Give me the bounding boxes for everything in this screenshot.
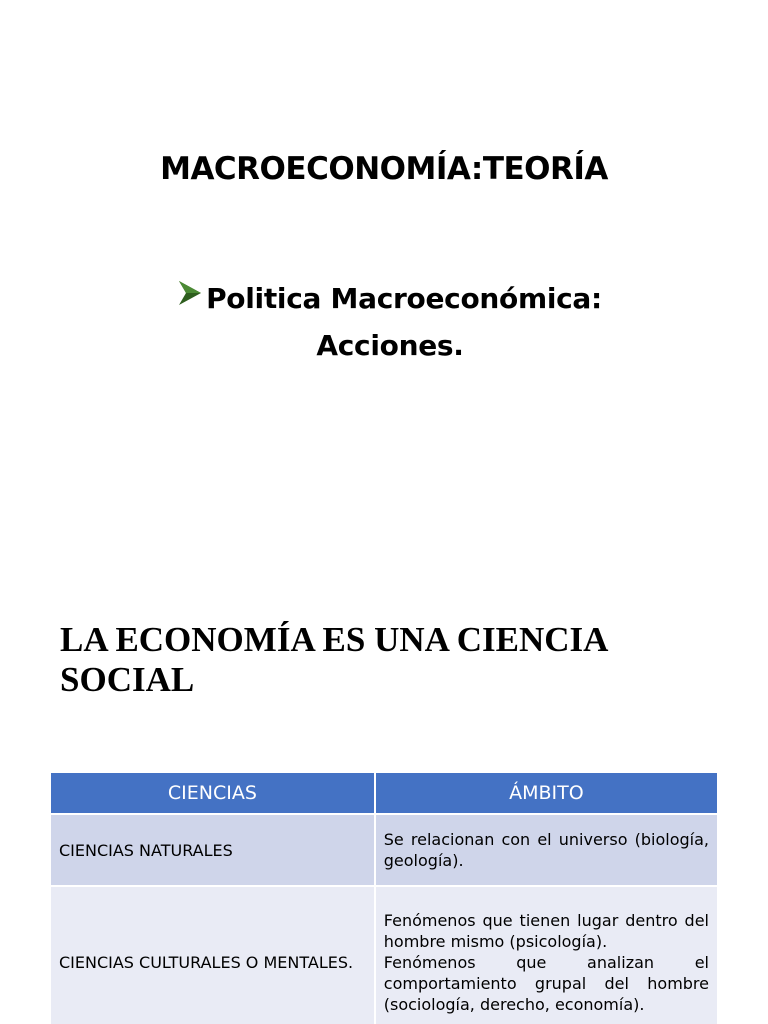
bullet-item — [150, 276, 630, 368]
slide-title: MACROECONOMÍA:TEORÍA — [160, 151, 608, 187]
cell-ambito: Se relacionan con el universo (biología, geología). — [375, 814, 717, 886]
sciences-table — [51, 773, 717, 1024]
table-header-row — [51, 773, 717, 814]
ambito-line: Fenómenos que analizan el comportamiento grupal del hombre (sociología, derecho, economía). — [383, 952, 709, 1014]
header-ciencias: CIENCIAS — [51, 773, 375, 814]
arrow-bullet-icon — [178, 274, 202, 319]
cell-ciencia: CIENCIAS CULTURALES O MENTALES. — [51, 886, 375, 1024]
header-ambito: ÁMBITO — [375, 773, 717, 814]
cell-ambito — [375, 886, 717, 1024]
table-row — [51, 814, 717, 886]
cell-ciencia: CIENCIAS NATURALES — [51, 814, 375, 886]
ambito-line: Fenómenos que tienen lugar dentro del hombre mismo (psicología). — [383, 910, 709, 951]
table-row — [51, 886, 717, 1024]
bullet-text-line2: Acciones. — [316, 328, 464, 362]
slide-heading: LA ECONOMÍA ES UNA CIENCIA SOCIAL — [60, 620, 607, 699]
bullet-text-line1: Politica Macroeconómica: — [206, 282, 602, 315]
slide-divider — [0, 560, 768, 561]
